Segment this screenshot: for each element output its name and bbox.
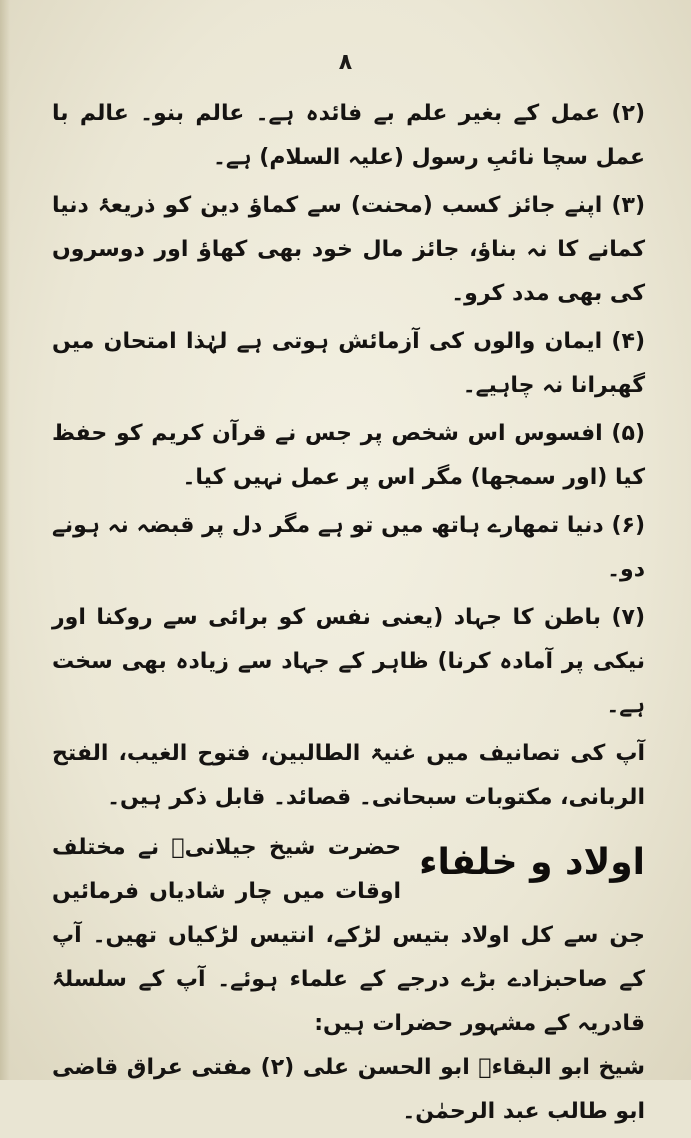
children-and-successors-section: [52, 826, 645, 1134]
page-number: ۸: [338, 50, 353, 75]
page-content: [52, 92, 645, 1138]
section-heading: اولاد و خلفاء: [419, 842, 645, 883]
paragraph-6: (۶) دنیا تمھارے ہاتھ میں تو ہے مگر دل پر قبضہ نہ ہونے دو۔: [52, 513, 645, 582]
page-edge-shadow: [0, 0, 10, 1080]
section-body: حضرت شیخ جیلانیؒ نے مختلف اوقات میں چار شادیاں فرمائیں جن سے کل اولاد بتیس لڑکے، انتیس لڑکیاں تھیں۔ آپ کے صاحبزادے بڑے درجے کے علماء ہوئے۔ آپ کے سلسلۂ قادریہ کے مشہور حضرات ہیں:: [52, 835, 645, 1036]
works-paragraph: آپ کی تصانیف میں غنیۃ الطالبین، فتوح الغیب، الفتح الربانی، مکتوبات سبحانی۔ قصائد۔ قابل ذکر ہیں۔: [52, 741, 645, 810]
paragraph-7: (۷) باطن کا جہاد (یعنی نفس کو برائی سے روکنا اور نیکی پر آمادہ کرنا) ظاہر کے جہاد سے زیادہ بھی سخت ہے۔: [52, 605, 645, 718]
paragraph-5: (۵) افسوس اس شخص پر جس نے قرآن کریم کو حفظ کیا (اور سمجھا) مگر اس پر عمل نہیں کیا۔: [52, 421, 645, 490]
paragraph-3: (۳) اپنے جائز کسب (محنت) سے کماؤ دین کو ذریعۂ دنیا کمانے کا نہ بناؤ، جائز مال خود بھی کھاؤ اور دوسروں کی بھی مدد کرو۔: [52, 193, 645, 306]
paragraph-4: (۴) ایمان والوں کی آزمائش ہوتی ہے لہٰذا امتحان میں گھبرانا نہ چاہیے۔: [52, 329, 645, 398]
paragraph-2: (۲) عمل کے بغیر علم بے فائدہ ہے۔ عالم بنو۔ عالم با عمل سچا نائبِ رسول (علیہ السلام) ہے۔: [52, 101, 645, 170]
successors-names: شیخ ابو البقاءؒ ابو الحسن علی (۲) مفتی عراق قاضی ابو طالب عبد الرحمٰن۔: [52, 1055, 645, 1124]
